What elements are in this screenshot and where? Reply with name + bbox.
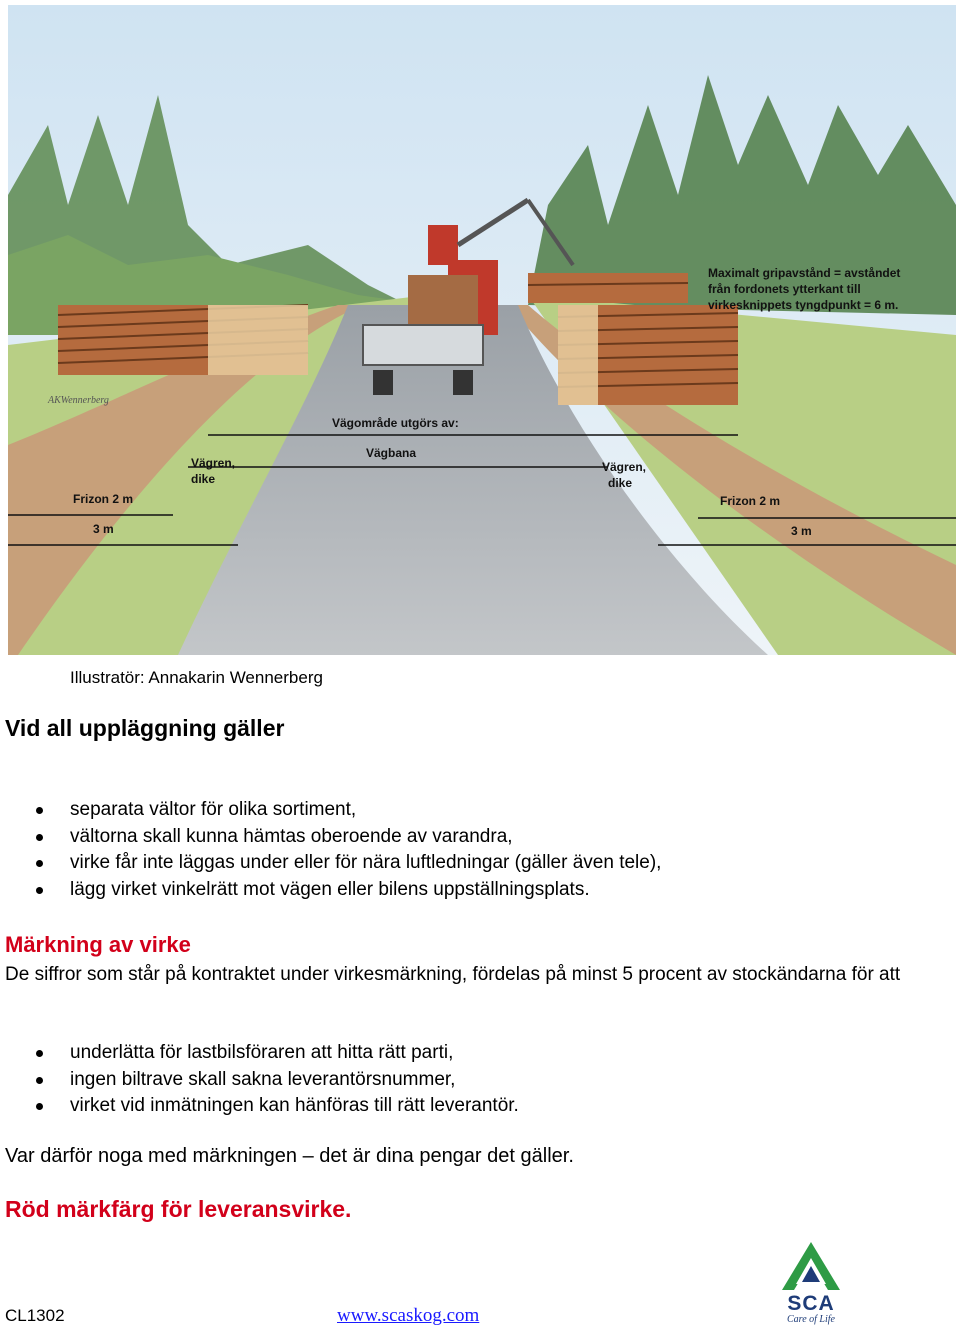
vagren-right-line-1: Vägren,: [602, 460, 647, 474]
marking-purpose-list: [0, 1040, 519, 1120]
timber-pile-left: [58, 305, 308, 375]
closing-sentence: Var därför noga med märkningen – det är dina pengar det gäller.: [5, 1145, 574, 1167]
frizon-right-label: Frizon 2 m: [720, 494, 781, 508]
vagren-right-line-2: dike: [608, 476, 633, 490]
road-illustration: [8, 5, 956, 655]
list-item: separata vältor för olika sortiment,: [0, 797, 661, 824]
frizon-left-label: Frizon 2 m: [73, 492, 134, 506]
marking-paragraph: De siffror som står på kontraktet under virkesmärkning, fördelas på minst 5 procent av stockändarna för att: [5, 964, 901, 985]
max-grip-line-1: Maximalt gripavstånd = avståndet: [708, 266, 901, 280]
illustration-svg: [8, 5, 956, 655]
sca-logo-word: SCA: [787, 1292, 835, 1315]
list-item: vältorna skall kunna hämtas oberoende av varandra,: [0, 824, 661, 851]
sca-logo-tagline: Care of Life: [787, 1314, 835, 1325]
vagomrade-label: Vägområde utgörs av:: [332, 416, 459, 430]
sca-logo: [780, 1240, 842, 1330]
list-item: ingen biltrave skall sakna leverantörsnummer,: [0, 1067, 519, 1094]
section-heading-marking: Märkning av virke: [5, 932, 191, 957]
artist-signature: AKWennerberg: [48, 395, 109, 406]
document-code: CL1302: [5, 1306, 65, 1325]
max-grip-line-3: virkesknippets tyngdpunkt = 6 m.: [708, 298, 899, 312]
red-paint-note: Röd märkfärg för leveransvirke.: [5, 1196, 352, 1222]
list-item: underlätta för lastbilsföraren att hitta rätt parti,: [0, 1040, 519, 1067]
three-m-left-label: 3 m: [93, 522, 114, 536]
vagren-left-line-1: Vägren,: [191, 456, 236, 470]
list-item: virket vid inmätningen kan hänföras till rätt leverantör.: [0, 1093, 519, 1120]
list-item: virke får inte läggas under eller för nära luftledningar (gäller även tele),: [0, 850, 661, 877]
list-item: lägg virket vinkelrätt mot vägen eller bilens uppställningsplats.: [0, 877, 661, 904]
three-m-right-label: 3 m: [791, 524, 812, 538]
sca-logo-icon: [780, 1240, 842, 1292]
vagbana-label: Vägbana: [366, 446, 417, 460]
vagren-left-line-2: dike: [191, 472, 216, 486]
illustrator-credit: Illustratör: Annakarin Wennerberg: [70, 668, 323, 687]
website-link[interactable]: www.scaskog.com: [337, 1305, 480, 1326]
general-rules-list: [0, 797, 661, 903]
max-grip-line-2: från fordonets ytterkant till: [708, 282, 861, 296]
section-heading-general: Vid all uppläggning gäller: [5, 715, 285, 741]
